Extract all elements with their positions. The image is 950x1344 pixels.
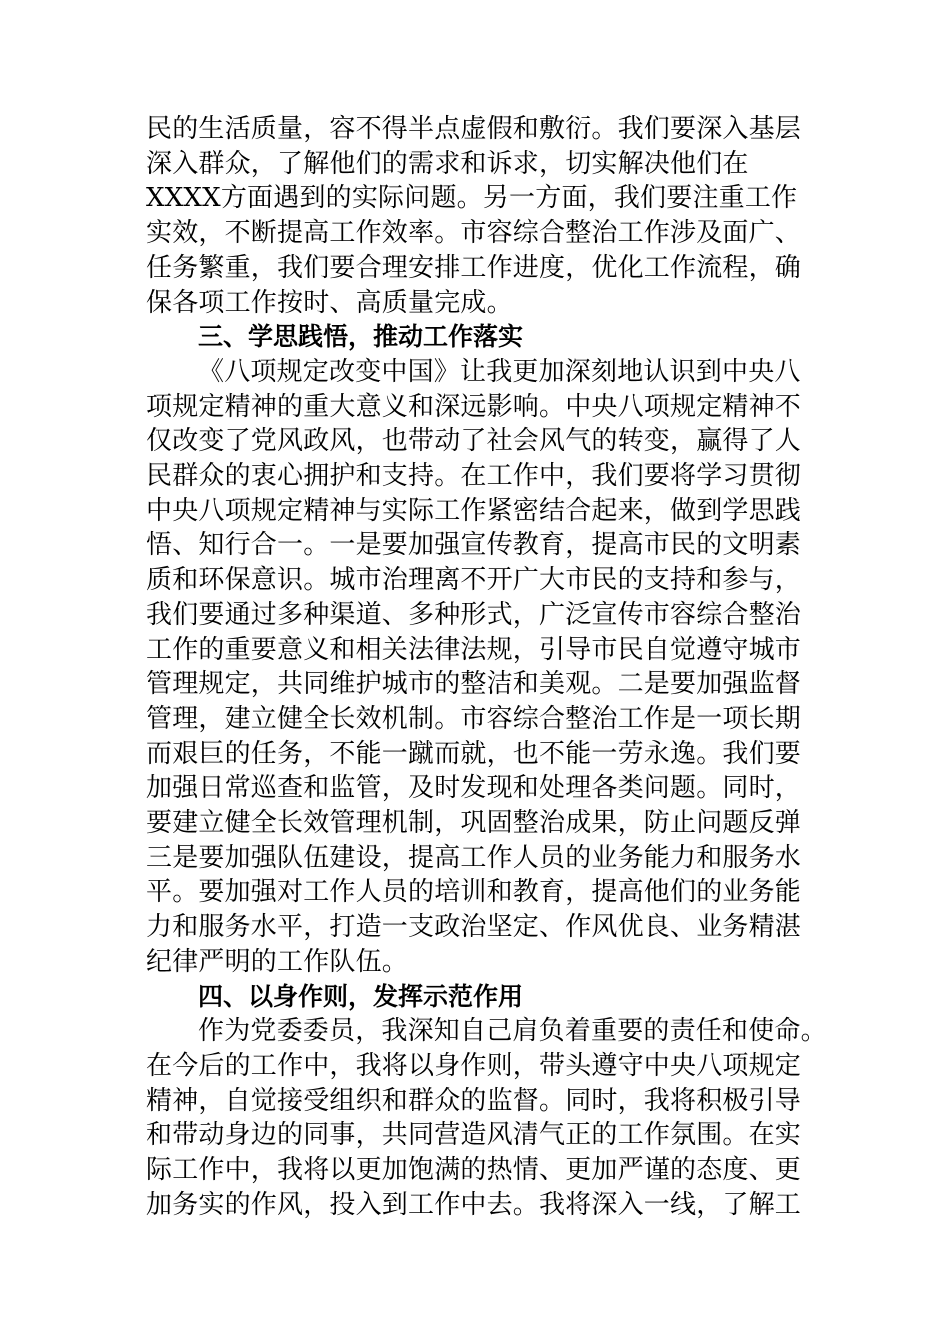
text-line: 悟、知行合一。一是要加强宣传教育，提高市民的文明素 — [146, 530, 802, 561]
text-line: 实效，不断提高工作效率。市容综合整治工作涉及面广、 — [146, 218, 802, 249]
text-line: 项规定精神的重大意义和深远影响。中央八项规定精神不 — [146, 391, 802, 422]
text-line: 要建立健全长效管理机制，巩固整治成果，防止问题反弹 — [146, 808, 802, 839]
text-line: 管理规定，共同维护城市的整洁和美观。二是要加强监督 — [146, 669, 802, 700]
text-line: 保各项工作按时、高质量完成。 — [146, 287, 513, 318]
text-line: 仅改变了党风政风，也带动了社会风气的转变，赢得了人 — [146, 426, 802, 457]
text-line: 我们要通过多种渠道、多种形式，广泛宣传市容综合整治 — [146, 599, 802, 630]
text-line: 工作的重要意义和相关法律法规，引导市民自觉遵守城市 — [146, 634, 802, 665]
paragraph-section-3 — [146, 355, 824, 980]
text-line: 中央八项规定精神与实际工作紧密结合起来，做到学思践 — [146, 495, 802, 526]
text-line: 作为党委委员，我深知自己肩负着重要的责任和使命。 — [198, 1016, 827, 1047]
text-line: XXXX方面遇到的实际问题。另一方面，我们要注重工作 — [146, 183, 798, 214]
text-line: 际工作中，我将以更加饱满的热情、更加严谨的态度、更 — [146, 1155, 802, 1186]
text-line: 加强日常巡查和监管，及时发现和处理各类问题。同时， — [146, 773, 802, 804]
text-line: 管理，建立健全长效机制。市容综合整治工作是一项长期 — [146, 703, 802, 734]
text-line: 而艰巨的任务，不能一蹴而就，也不能一劳永逸。我们要 — [146, 738, 802, 769]
text-line: 力和服务水平，打造一支政治坚定、作风优良、业务精湛 — [146, 912, 802, 943]
text-line: 《八项规定改变中国》让我更加深刻地认识到中央八 — [198, 356, 801, 387]
text-line: 和带动身边的同事，共同营造风清气正的工作氛围。在实 — [146, 1120, 802, 1151]
document-page — [146, 112, 827, 1223]
text-line: 任务繁重，我们要合理安排工作进度，优化工作流程，确 — [146, 252, 802, 283]
text-line: 加务实的作风，投入到工作中去。我将深入一线，了解工 — [146, 1189, 802, 1220]
text-line: 在今后的工作中，我将以身作则，带头遵守中央八项规定 — [146, 1050, 802, 1081]
text-line: 深入群众，了解他们的需求和诉求，切实解决他们在 — [146, 148, 749, 179]
text-line: 质和环保意识。城市治理离不开广大市民的支持和参与， — [146, 565, 802, 596]
text-line: 民群众的衷心拥护和支持。在工作中，我们要将学习贯彻 — [146, 461, 802, 492]
text-line: 纪律严明的工作队伍。 — [146, 946, 409, 977]
section-heading-3: 三、学思践悟，推动工作落实 — [198, 322, 524, 352]
paragraph-section-4 — [146, 1014, 827, 1222]
text-line: 三是要加强队伍建设，提高工作人员的业务能力和服务水 — [146, 842, 802, 873]
section-heading-4: 四、以身作则，发挥示范作用 — [198, 981, 524, 1011]
paragraph-continuation — [146, 112, 824, 320]
text-line: 平。要加强对工作人员的培训和教育，提高他们的业务能 — [146, 877, 802, 908]
text-line: 精神，自觉接受组织和群众的监督。同时，我将积极引导 — [146, 1085, 802, 1116]
text-line: 民的生活质量，容不得半点虚假和敷衍。我们要深入基层 — [146, 114, 802, 144]
